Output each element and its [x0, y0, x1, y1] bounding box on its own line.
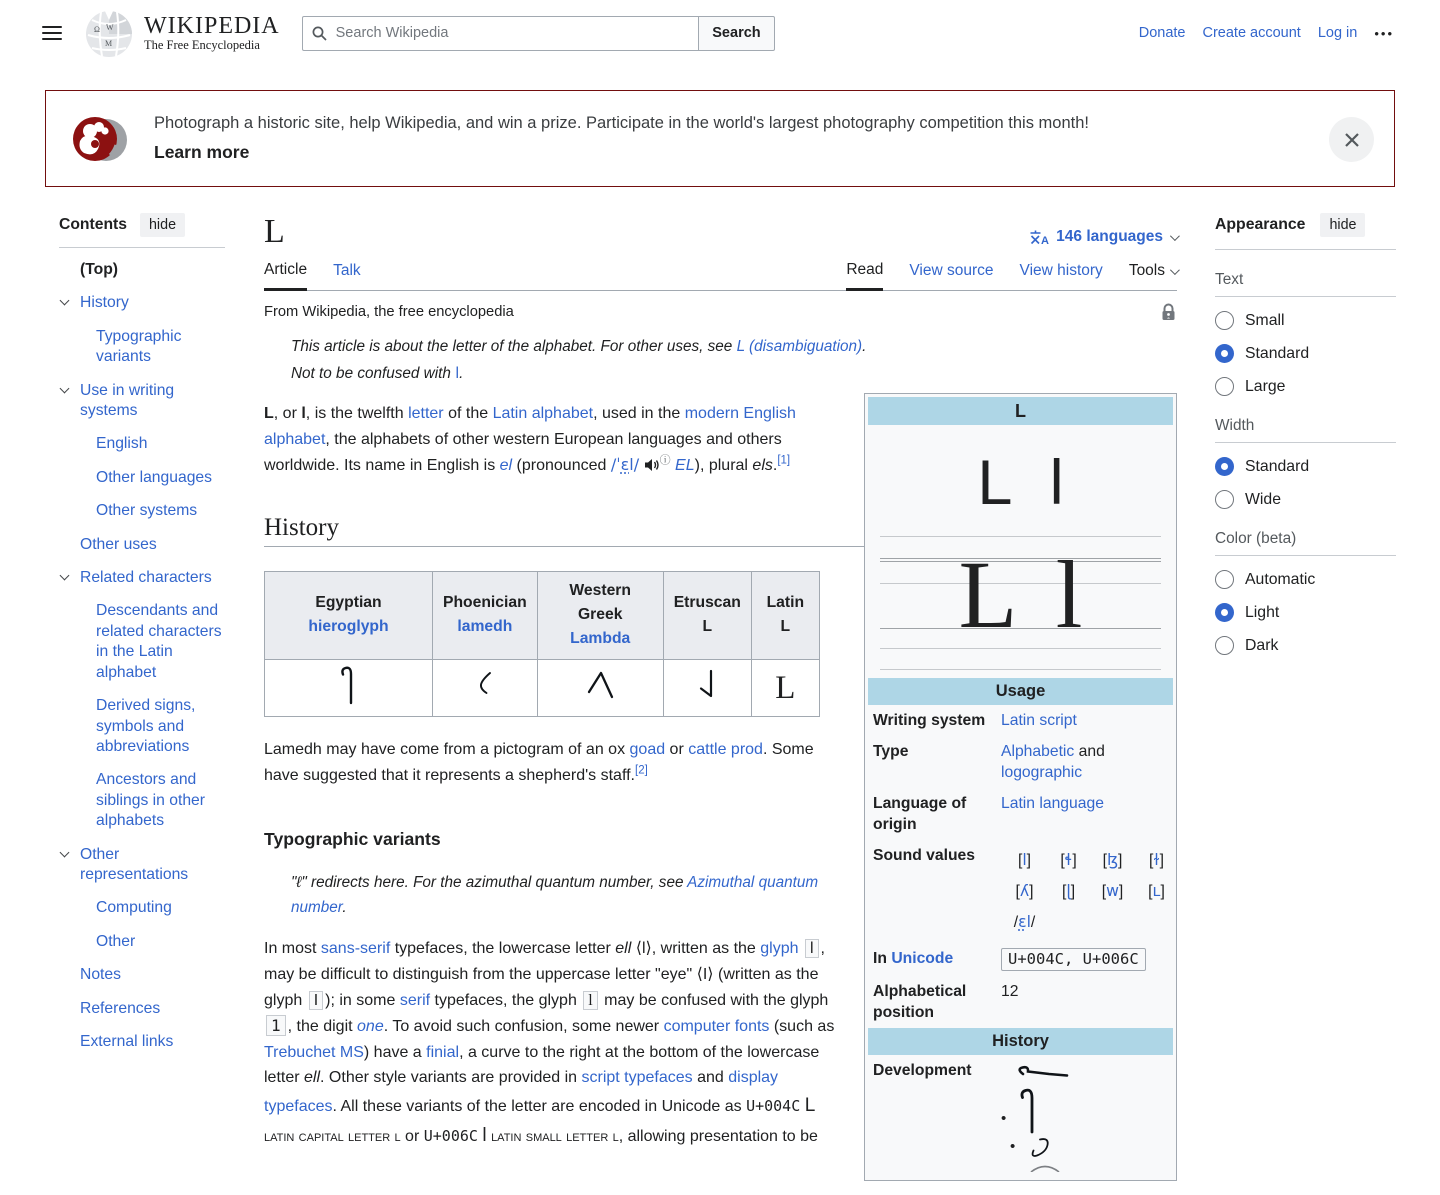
logo-title: WIKIPEDIA [144, 12, 280, 39]
latin-glyph-cell: L [751, 659, 819, 717]
hamburger-menu-icon[interactable] [42, 26, 62, 40]
chevron-down-icon[interactable] [60, 571, 70, 581]
sound-value[interactable]: [w] [1101, 881, 1124, 901]
etruscan-l-glyph-icon [692, 667, 722, 701]
typographic-paragraph: In most sans-serif typefaces, the lowercase letter ell ⟨l⟩, written as the glyph l , may be difficult to distinguish from the uppercase letter "eye" ⟨I⟩ (written as the glyph I ); in some serif typefaces, the glyph l may be confused with the glyph 1 , the digit one. To avoid such confusion, some newer computer fonts (such as Trebuchet MS) have a finial, a curve to the right at the bottom of the lowercase letter ell. Other style variants are provided in script typefaces and display typefaces. All these variants of the letter are encoded in Unicode as U+004C L latin capital letter l or U+006C l latin small letter l, allowing presentation to be [264, 940, 835, 1147]
wikipedia-wordmark [144, 14, 280, 52]
toc-item-derived-signs[interactable]: Derived signs, symbols and abbreviations [96, 697, 196, 755]
svg-text:A: A [1041, 234, 1050, 246]
language-icon [1029, 229, 1049, 246]
etruscan-glyph-cell [663, 659, 751, 717]
width-section-label: Width [1215, 417, 1396, 443]
toc-item-other[interactable]: Other [96, 932, 136, 950]
bullet-icon: • [1010, 1137, 1016, 1155]
type-value[interactable]: Alphabetic and logographic [1001, 742, 1105, 781]
radio-selected-icon[interactable] [1215, 344, 1234, 363]
radio-icon[interactable] [1215, 377, 1234, 396]
toc-item-descendants[interactable]: Descendants and related characters in the Latin alphabet [96, 602, 222, 681]
sound-value[interactable]: [ɭ] [1061, 881, 1076, 901]
history-heading: History [264, 513, 1177, 547]
lambda-link[interactable]: Lambda [570, 630, 631, 648]
wikipedia-globe-icon [84, 8, 134, 58]
infobox-ruled-specimen-image [880, 532, 1161, 672]
toc-item-external-links[interactable]: External links [80, 1032, 174, 1050]
writing-system-value[interactable]: Latin script [1001, 711, 1077, 729]
site-subtitle: From Wikipedia, the free encyclopedia [264, 304, 514, 321]
origin-value[interactable]: Latin language [1001, 795, 1104, 813]
greek-lambda-glyph-icon [581, 667, 619, 701]
table-of-contents [59, 213, 225, 1065]
toc-hide-button[interactable]: hide [140, 213, 185, 237]
wiki-loves-monuments-logo-icon [70, 111, 128, 167]
toc-item-history[interactable]: History [59, 293, 225, 313]
phoenician-glyph-cell [433, 659, 538, 717]
more-options-icon[interactable]: ••• [1374, 25, 1394, 41]
hieroglyph-crook-vertical-icon [1017, 1084, 1043, 1134]
article-content [264, 213, 1177, 1195]
infobox-history-header: History [868, 1028, 1173, 1054]
sound-value[interactable]: [ɮ] [1102, 850, 1123, 870]
greek-glyph-cell [537, 659, 663, 717]
svg-text:W: W [106, 23, 114, 32]
radio-text-standard[interactable]: Standard [1215, 344, 1396, 363]
col-etruscan: Etruscan L [663, 571, 751, 659]
infobox-title: L [868, 397, 1173, 425]
letter-evolution-table [264, 571, 820, 718]
chevron-down-icon [1170, 231, 1180, 241]
development-item [1001, 1084, 1168, 1134]
radio-width-standard[interactable]: Standard [1215, 457, 1396, 476]
languages-label: 146 languages [1056, 228, 1163, 246]
personal-tools [1139, 25, 1394, 41]
site-header [0, 0, 1440, 66]
search-button[interactable]: Search [698, 16, 774, 51]
tab-talk[interactable]: Talk [333, 262, 361, 280]
toc-item-english[interactable]: English [96, 435, 148, 453]
unicode-label[interactable]: In Unicode [873, 949, 954, 967]
radio-text-small[interactable]: Small [1215, 311, 1396, 330]
alphabetical-position-value: 12 [1001, 982, 1019, 1000]
infobox-usage-header: Usage [868, 678, 1173, 704]
tools-menu[interactable]: Tools [1129, 255, 1177, 289]
lamedh-link[interactable]: lamedh [457, 618, 513, 636]
typographic-variants-heading: Typographic variants [264, 828, 441, 849]
toc-item-other-uses[interactable]: Other uses [80, 535, 157, 553]
writing-system-label: Writing system [873, 711, 986, 729]
sound-value[interactable]: [ʎ] [1015, 881, 1034, 901]
color-section-label: Color (beta) [1215, 530, 1396, 556]
egyptian-hieroglyph-glyph-icon [335, 663, 363, 705]
close-icon [1344, 132, 1360, 148]
hatnote-not-confused: Not to be confused with ǀ. [291, 365, 464, 383]
bullet-icon: • [1001, 1109, 1007, 1127]
audio-speaker-icon[interactable] [644, 458, 660, 472]
search-icon [312, 26, 327, 41]
create-account-link[interactable]: Create account [1202, 25, 1301, 41]
sound-value[interactable]: [l] [1017, 850, 1032, 870]
infobox-serif-specimen: L l [958, 541, 1083, 649]
tab-view-source[interactable]: View source [909, 262, 994, 280]
hieroglyph-goad-horizontal-icon [1015, 1064, 1168, 1082]
phoenician-lamedh-glyph-icon [473, 668, 497, 700]
radio-selected-icon[interactable] [1215, 457, 1234, 476]
article-tab-bar [264, 254, 1177, 291]
appearance-panel [1215, 213, 1396, 655]
col-latin: Latin L [751, 571, 819, 659]
history-paragraph: Lamedh may have come from a pictogram of an ox goad or cattle prod. Some have suggested that it represents a shepherd's staff.[2] [264, 741, 814, 785]
svg-text:M: M [105, 39, 113, 48]
radio-icon[interactable] [1215, 636, 1234, 655]
hieroglyph-link[interactable]: hieroglyph [308, 618, 389, 636]
toc-item-references[interactable]: References [80, 999, 161, 1017]
sound-value[interactable]: [ʟ] [1148, 881, 1165, 901]
search-bar [302, 16, 775, 51]
chevron-down-icon [1170, 266, 1180, 276]
letter-infobox [864, 393, 1177, 1181]
banner-close-button[interactable] [1329, 117, 1374, 162]
sound-values [1001, 845, 1170, 937]
donate-link[interactable]: Donate [1138, 25, 1186, 41]
toc-title: Contents [59, 216, 127, 233]
radio-icon[interactable] [1215, 570, 1234, 589]
radio-text-large[interactable]: Large [1215, 377, 1396, 396]
col-phoenician: Phoenician lamedh [433, 571, 538, 659]
development-item-partial [1010, 1164, 1168, 1172]
logo-tagline: The Free Encyclopedia [144, 38, 260, 53]
toc-item-other-representations[interactable]: Other representations [59, 845, 225, 886]
appearance-title: Appearance [1215, 216, 1306, 233]
banner-learn-more-link[interactable]: Learn more [154, 142, 250, 162]
radio-selected-icon[interactable] [1215, 603, 1234, 622]
toc-item-notes[interactable]: Notes [80, 966, 121, 984]
chevron-down-icon[interactable] [60, 847, 70, 857]
radio-color-light[interactable]: Light [1215, 603, 1396, 622]
hatnote-disambiguation: This article is about the letter of the alphabet. For other uses, see L (disambiguation). [291, 338, 867, 356]
development-label: Development [873, 1061, 972, 1079]
toc-item-computing[interactable]: Computing [96, 899, 172, 917]
radio-icon[interactable] [1215, 311, 1234, 330]
toc-item-ancestors[interactable]: Ancestors and siblings in other alphabets [96, 771, 206, 830]
radio-color-dark[interactable]: Dark [1215, 636, 1396, 655]
col-egyptian: Egyptian hieroglyph [265, 571, 433, 659]
chevron-down-icon[interactable] [60, 383, 70, 393]
tab-read[interactable]: Read [846, 254, 883, 291]
partial-glyph-icon [1028, 1164, 1062, 1172]
search-input[interactable] [334, 24, 690, 42]
radio-width-wide[interactable]: Wide [1215, 490, 1396, 509]
radio-icon[interactable] [1215, 490, 1234, 509]
wikipedia-logo[interactable] [84, 8, 280, 58]
toc-item-related-characters[interactable]: Related characters [59, 568, 225, 588]
alphabetical-position-label: Alphabetical position [873, 982, 967, 1022]
log-in-link[interactable]: Log in [1317, 25, 1358, 41]
radio-color-automatic[interactable]: Automatic [1215, 570, 1396, 589]
infobox-sans-specimen: L l [977, 448, 1064, 519]
search-box[interactable] [302, 16, 700, 51]
chevron-down-icon[interactable] [60, 296, 70, 306]
svg-text:Ω: Ω [94, 25, 100, 34]
banner-message: Photograph a historic site, help Wikipedia, and win a prize. Participate in the world's largest photography competition this month! [154, 114, 1089, 132]
type-label: Type [873, 742, 909, 760]
hatnote-ell-redirect: "ℓ" redirects here. For the azimuthal quantum number, see Azimuthal quantum number. [291, 873, 819, 916]
toc-item-typographic-variants[interactable]: Typographic variants [96, 327, 182, 366]
development-glyphs [1001, 1060, 1168, 1172]
egyptian-glyph-cell [265, 659, 433, 717]
languages-button[interactable] [1029, 228, 1177, 250]
unicode-codepoints: U+004C, U+006C [1001, 948, 1146, 971]
lead-paragraph: L, or l, is the twelfth letter of the Latin alphabet, used in the modern English alphabet, the alphabets of other western European languages and others worldwide. Its name in English is el (pronounced /ˈɛl/ ⓘ EL), plural els.[1] [264, 404, 796, 475]
text-section-label: Text [1215, 271, 1396, 297]
toc-item-other-languages[interactable]: Other languages [96, 468, 212, 486]
phoenician-curl-icon [1026, 1136, 1056, 1162]
page-title: L [264, 213, 285, 250]
toc-item-use-in-writing-systems[interactable]: Use in writing systems [59, 381, 225, 422]
col-western-greek: Western Greek Lambda [537, 571, 663, 659]
sound-value[interactable]: [ɬ] [1060, 850, 1077, 870]
fundraising-banner [45, 90, 1395, 187]
sound-values-label: Sound values [873, 847, 975, 865]
sound-value[interactable]: [ɫ] [1149, 850, 1164, 870]
toc-item-other-systems[interactable]: Other systems [96, 502, 198, 520]
tab-view-history[interactable]: View history [1019, 262, 1103, 280]
tab-article[interactable]: Article [264, 254, 307, 291]
development-item [1010, 1136, 1168, 1162]
toc-item-top[interactable]: (Top) [80, 261, 119, 278]
page-protection-lock-icon[interactable] [1160, 303, 1177, 321]
origin-label: Language of origin [873, 795, 967, 834]
appearance-hide-button[interactable]: hide [1320, 213, 1365, 237]
sound-value[interactable]: /ɛl/ [1013, 912, 1036, 932]
